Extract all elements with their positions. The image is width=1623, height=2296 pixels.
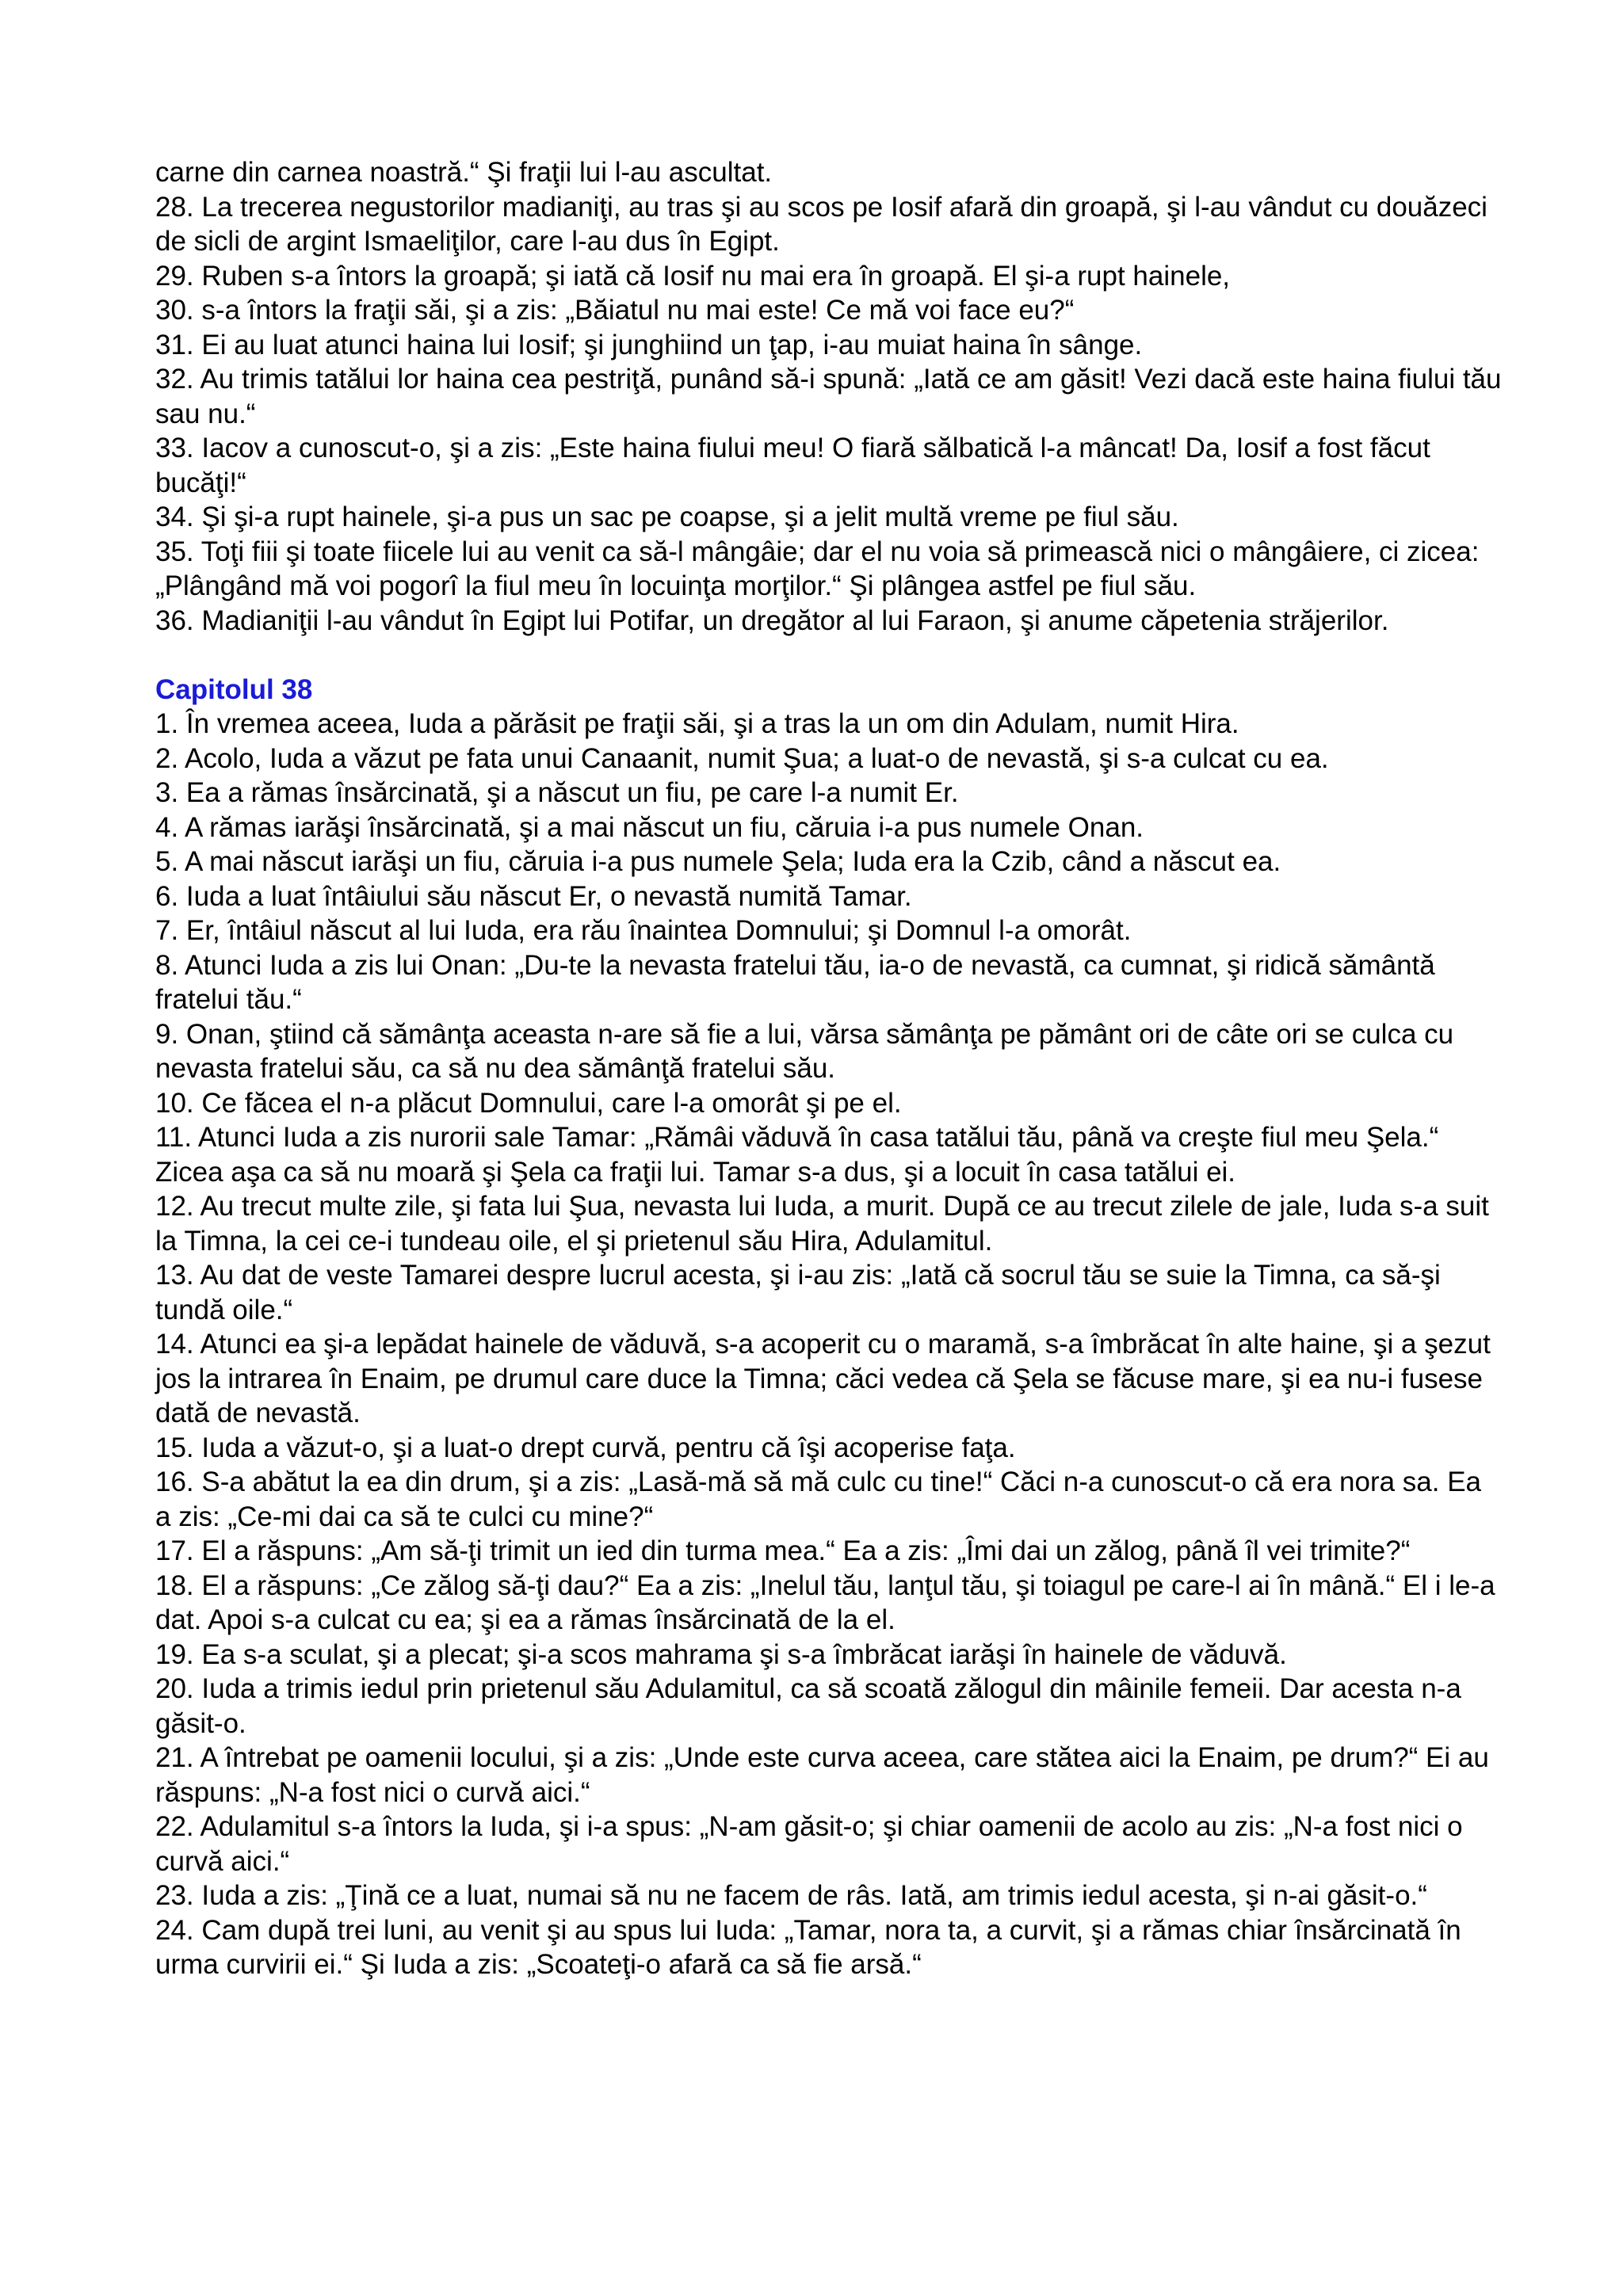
verse-paragraph: 11. Atunci Iuda a zis nurorii sale Tamar: „Rămâi văduvă în casa tatălui tău, până va creşte fiul meu Şela.“ Zicea aşa ca să nu moară şi Şela ca fraţii lui. Tamar s-a dus, şi a locuit în casa tatălui ei.: [155, 1122, 1439, 1188]
verse-paragraph: 29. Ruben s-a întors la groapă; şi iată că Iosif nu mai era în groapă. El şi-a rupt hainele,: [155, 260, 1231, 292]
verse-paragraph: 16. S-a abătut la ea din drum, şi a zis: „Lasă-mă să mă culc cu tine!“ Căci n-a cunoscut-o că era nora sa. Ea a zis: „Ce-mi dai ca să te culci cu mine?“: [155, 1466, 1482, 1532]
verse-paragraph: 17. El a răspuns: „Am să-ţi trimit un ied din turma mea.“ Ea a zis: „Îmi dai un zălog, până îl vei trimite?“: [155, 1535, 1411, 1566]
verse-paragraph: 6. Iuda a luat întâiului său născut Er, o nevastă numită Tamar.: [155, 880, 912, 912]
verse-paragraph: 15. Iuda a văzut-o, şi a luat-o drept curvă, pentru că îşi acoperise faţa.: [155, 1432, 1016, 1463]
verse-paragraph: 34. Şi şi-a rupt hainele, şi-a pus un sac pe coapse, şi a jelit multă vreme pe fiul său.: [155, 502, 1179, 532]
verse-paragraph: 5. A mai născut iarăşi un fiu, căruia i-a pus numele Şela; Iuda era la Czib, când a născut ea.: [155, 846, 1281, 877]
verse-paragraph: 23. Iuda a zis: „Ţină ce a luat, numai să nu ne facem de râs. Iată, am trimis iedul acesta, şi n-ai găsit-o.“: [155, 1880, 1427, 1911]
verse-paragraph: 36. Madianiţii l-au vândut în Egipt lui Potifar, un dregător al lui Faraon, şi anume căpetenia străjerilor.: [155, 605, 1389, 636]
verse-paragraph: 13. Au dat de veste Tamarei despre lucrul acesta, şi i-au zis: „Iată că socrul tău se suie la Timna, ca să-şi tundă oile.“: [155, 1260, 1441, 1325]
verse-paragraph: 35. Toţi fiii şi toate fiicele lui au venit ca să-l mângâie; dar el nu voia să primească nici o mângâiere, ci zicea: „Plângând mă voi pogorî la fiul meu în locuinţa morţilor.“ Şi plângea astfel pe fiul său.: [155, 536, 1480, 601]
verse-paragraph: 3. Ea a rămas însărcinată, şi a născut un fiu, pe care l-a numit Er.: [155, 777, 959, 808]
verse-paragraph: 22. Adulamitul s-a întors la Iuda, şi i-a spus: „N-am găsit-o; şi chiar oamenii de acolo au zis: „N-a fost nici o curvă aici.“: [155, 1811, 1463, 1877]
verse-paragraph: 4. A rămas iarăşi însărcinată, şi a mai născut un fiu, căruia i-a pus numele Onan.: [155, 811, 1144, 843]
verse-paragraph: 32. Au trimis tatălui lor haina cea pestriţă, punând să-i spună: „Iată ce am găsit! Vezi dacă este haina fiului tău sau nu.“: [155, 364, 1502, 429]
chapter-heading: Capitolul 38: [155, 673, 313, 705]
verse-paragraph: 8. Atunci Iuda a zis lui Onan: „Du-te la nevasta fratelui tău, ia-o de nevastă, ca cumnat, şi ridică sământă fratelui tău.“: [155, 949, 1435, 1015]
verse-paragraph: 1. În vremea aceea, Iuda a părăsit pe fraţii săi, şi a tras la un om din Adulam, numit Hira.: [155, 708, 1239, 739]
verse-paragraph: 24. Cam după trei luni, au venit şi au spus lui Iuda: „Tamar, nora ta, a curvit, şi a rămas chiar însărcinată în urma curvirii ei.“ Şi Iuda a zis: „Scoateţi-o afară ca să fie arsă.“: [155, 1914, 1461, 1980]
verse-paragraph: 7. Er, întâiul născut al lui Iuda, era rău înaintea Domnului; şi Domnul l-a omorât.: [155, 915, 1132, 946]
verse-paragraph: 30. s-a întors la fraţii săi, şi a zis: „Băiatul nu mai este! Ce mă voi face eu?“: [155, 295, 1075, 326]
verse-paragraph: 33. Iacov a cunoscut-o, şi a zis: „Este haina fiului meu! O fiară sălbatică l-a mâncat! Da, Iosif a fost făcut bucăţi!“: [155, 433, 1430, 498]
verse-paragraph: 12. Au trecut multe zile, şi fata lui Şua, nevasta lui Iuda, a murit. După ce au trecut zilele de jale, Iuda s-a suit la Timna, la cei ce-i tundeau oile, el şi prietenul său Hira, Adulamitul.: [155, 1191, 1489, 1257]
verse-paragraph: 28. La trecerea negustorilor madianiţi, au tras şi au scos pe Iosif afară din groapă, şi l-au vândut cu douăzeci de sicli de argint Ismaeliţilor, care l-au dus în Egipt.: [155, 191, 1487, 257]
verse-paragraph: 2. Acolo, Iuda a văzut pe fata unui Canaanit, numit Şua; a luat-o de nevastă, şi s-a culcat cu ea.: [155, 742, 1329, 774]
verse-paragraph: 19. Ea s-a sculat, şi a plecat; şi-a scos mahrama şi s-a îmbrăcat iarăşi în hainele de văduvă.: [155, 1638, 1287, 1670]
verse-paragraph: carne din carnea noastră.“ Şi fraţii lui l-au ascultat.: [155, 157, 773, 188]
verse-paragraph: 14. Atunci ea şi-a lepădat hainele de văduvă, s-a acoperit cu o maramă, s-a îmbrăcat în alte haine, şi a şezut jos la intrarea în Enaim, pe drumul care duce la Timna; căci vedea că Şela se făcuse mare, şi ea nu-i fusese dată de nevastă.: [155, 1329, 1491, 1428]
document-page: [155, 155, 1503, 1982]
verse-paragraph: 9. Onan, ştiind că sămânţa aceasta n-are să fie a lui, vărsa sămânţa pe pământ ori de câte ori se culca cu nevasta fratelui său, ca să nu dea sămânţă fratelui său.: [155, 1018, 1454, 1084]
verse-paragraph: 18. El a răspuns: „Ce zălog să-ţi dau?“ Ea a zis: „Inelul tău, lanţul tău, şi toiagul pe care-l ai în mână.“ El i le-a dat. Apoi s-a culcat cu ea; şi ea a rămas însărcinată de la el.: [155, 1569, 1495, 1635]
verse-paragraph: 10. Ce făcea el n-a plăcut Domnului, care l-a omorât şi pe el.: [155, 1087, 902, 1119]
verse-paragraph: 31. Ei au luat atunci haina lui Iosif; şi junghiind un ţap, i-au muiat haina în sânge.: [155, 329, 1143, 360]
verse-paragraph: 20. Iuda a trimis iedul prin prietenul său Adulamitul, ca să scoată zălogul din mâinile femeii. Dar acesta n-a găsit-o.: [155, 1673, 1461, 1739]
verse-paragraph: 21. A întrebat pe oamenii locului, şi a zis: „Unde este curva aceea, care stătea aici la Enaim, pe drum?“ Ei au răspuns: „N-a fost nici o curvă aici.“: [155, 1742, 1489, 1808]
